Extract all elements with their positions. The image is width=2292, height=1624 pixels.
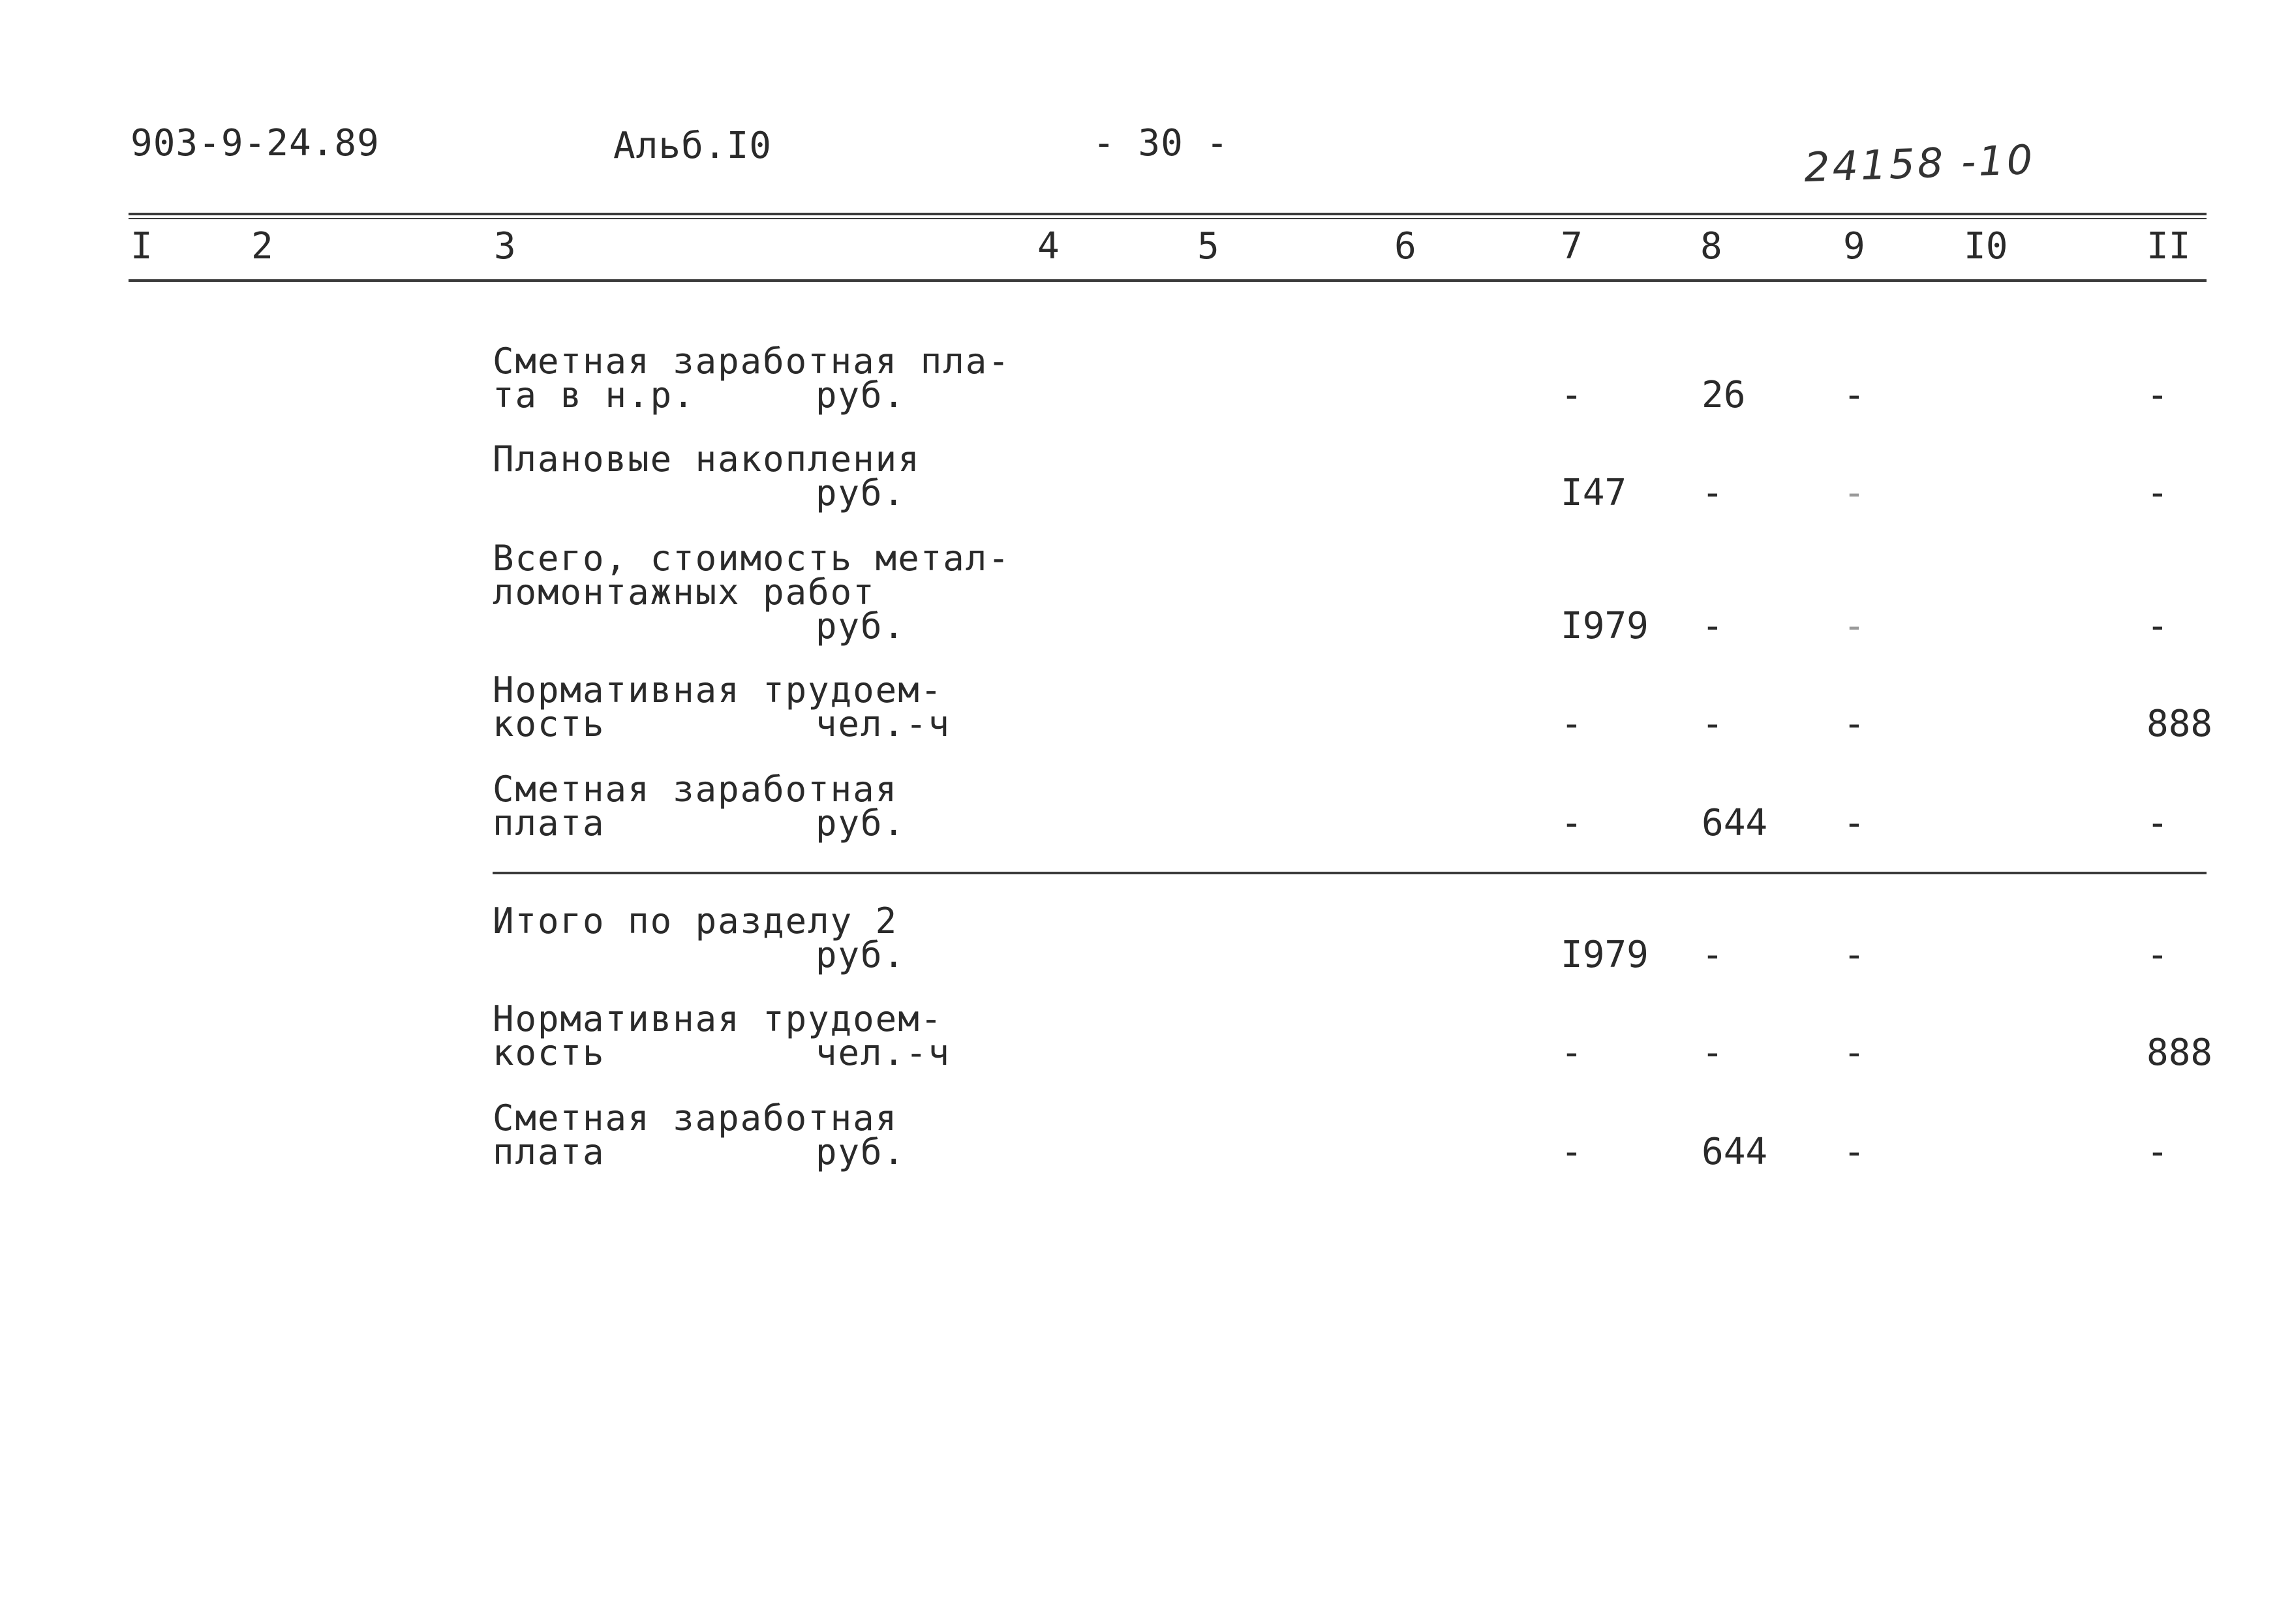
cell-col11: - [2147,1131,2169,1173]
cell-col9: - [1843,374,1865,416]
section-total-rule [493,872,2207,874]
column-number-10: I0 [1964,225,2008,268]
column-number-1: I [130,225,153,268]
cell-col9: - [1843,605,1865,647]
cell-col9: - [1843,1131,1865,1173]
row-label [493,998,951,1073]
cell-col7: - [1561,703,1583,745]
cell-col11: - [2147,374,2169,416]
cell-col7: - [1561,802,1583,844]
cell-col7: - [1561,374,1583,416]
cell-col11: - [2147,802,2169,844]
row-label-line: Сметная заработная [493,1097,898,1139]
cell-col8: 26 [1702,374,1746,416]
cell-col7: - [1561,1032,1583,1074]
row-label-line: Сметная заработная [493,769,898,810]
cell-col11: - [2147,934,2169,976]
unit-label: чел.-ч [816,703,951,744]
column-number-5: 5 [1197,225,1219,268]
cell-col8: - [1702,1032,1724,1074]
cell-col7: I979 [1561,934,1649,976]
cell-col8: - [1702,934,1724,976]
page-number: - 30 - [1093,122,1229,164]
row-label-line: Всего, стоимость метал- [493,538,1011,579]
cell-col9: - [1843,472,1865,514]
row-label [493,900,906,975]
unit-label: руб. [816,472,906,513]
row-label-line: Нормативная трудоем- [493,998,943,1039]
cell-col8: 644 [1702,1131,1768,1173]
unit-label: чел.-ч [816,1032,951,1073]
cell-col11: 888 [2147,703,2213,745]
row-label [493,538,1011,647]
row-label [493,669,951,744]
column-number-7: 7 [1561,225,1583,268]
cell-col11: - [2147,605,2169,647]
column-header-bottom-rule [129,279,2207,282]
row-label [493,769,906,844]
unit-label: руб. [816,934,906,975]
album-label: Альб.I0 [613,125,772,167]
row-label-line: Сметная заработная пла- [493,341,1011,382]
cell-col9: - [1843,802,1865,844]
column-number-3: 3 [494,225,516,268]
column-number-8: 8 [1700,225,1722,268]
cell-col8: - [1702,703,1724,745]
row-label-line: кость [493,703,605,744]
cell-col11: 888 [2147,1032,2213,1074]
unit-label: руб. [816,803,906,844]
cell-col9: - [1843,1032,1865,1074]
cell-col7: I979 [1561,605,1649,647]
unit-label: руб. [816,375,906,416]
table-top-rule-2 [129,218,2207,219]
row-label-line: Плановые накопления [493,438,921,480]
column-number-6: 6 [1394,225,1416,268]
cell-col9: - [1843,934,1865,976]
unit-label: руб. [816,1131,906,1172]
row-label [493,341,1011,416]
cell-col11: - [2147,472,2169,514]
row-label-line: кость [493,1032,605,1073]
column-number-9: 9 [1843,225,1865,268]
cell-col9: - [1843,703,1865,745]
cell-col8: 644 [1702,802,1768,844]
row-label-line: Итого по разделу 2 [493,900,898,942]
doc-code: 903-9-24.89 [130,122,380,164]
row-label [493,1097,906,1172]
cell-col7: - [1561,1131,1583,1173]
cell-col8: - [1702,472,1724,514]
row-label-line: плата [493,1131,605,1172]
cell-col8: - [1702,605,1724,647]
unit-label: руб. [816,605,906,647]
inventory-number: 24158 -10 [1803,135,2036,192]
column-number-4: 4 [1037,225,1060,268]
row-label-line: ломонтажных работ [493,572,876,613]
row-label [493,438,921,513]
row-label-line: та в н.р. [493,375,695,416]
row-label-line: Нормативная трудоем- [493,669,943,711]
table-top-rule [129,213,2207,215]
row-label-line: плата [493,803,605,844]
cell-col7: I47 [1561,472,1627,514]
column-number-2: 2 [251,225,273,268]
column-number-11: II [2147,225,2191,268]
